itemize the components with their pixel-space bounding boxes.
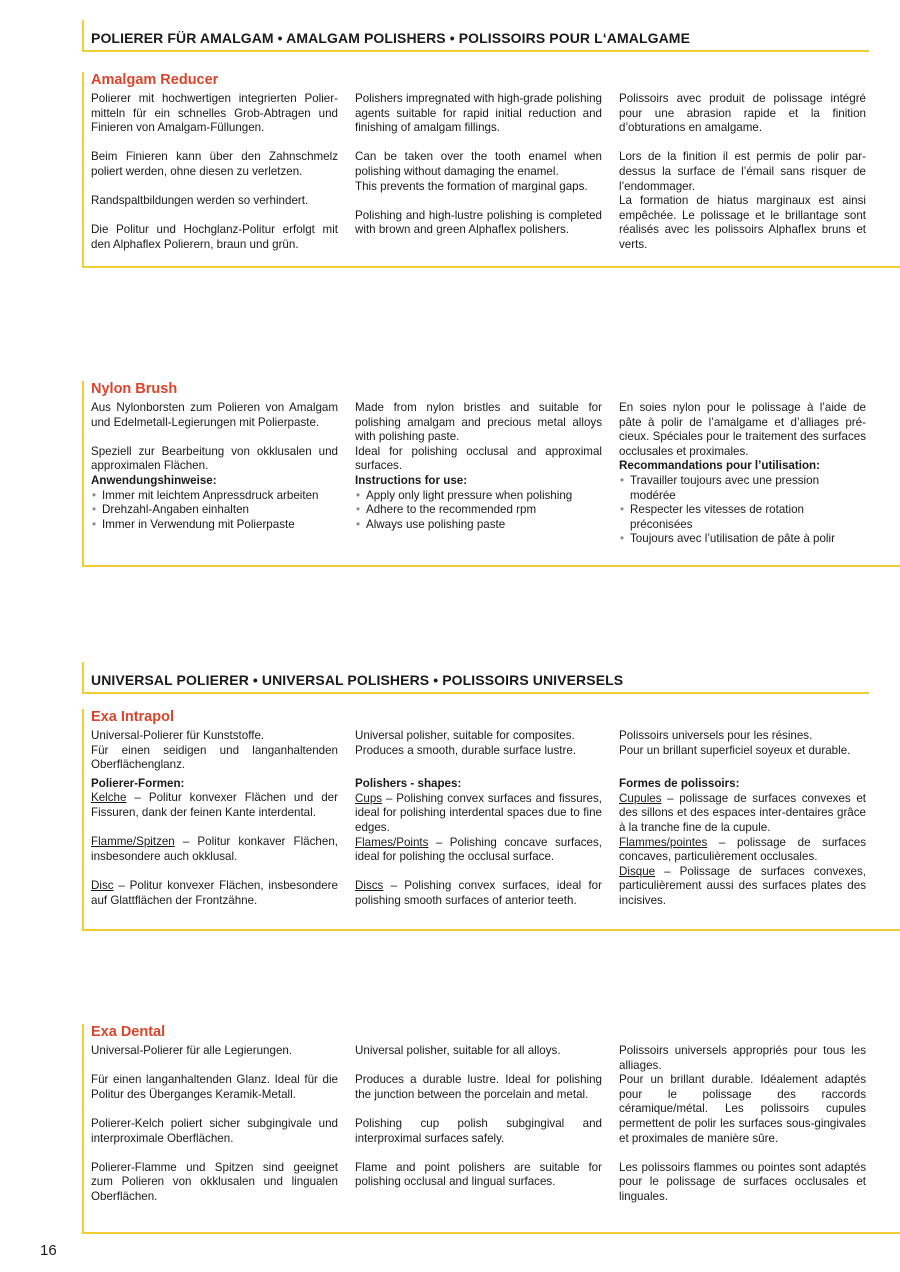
section-header-universal [82,662,869,694]
shape-entry [355,836,602,865]
paragraph: Made from nylon bristles and suitable for polishing amalgam and precious metal alloys with polishing paste. [355,401,602,444]
product-title: Exa Intrapol [91,709,174,725]
shape-text: – Polishing convex surfaces, ideal for polishing smooth surfaces of anterior teeth. [355,879,602,907]
paragraph: Polishers impregnated with high-grade polishing agents suitable for rapid initial reduction and finishing of amalgam fillings. [355,92,602,135]
paragraph: Polishing cup polish subgingival and interproximal surfaces safely. [355,1116,602,1145]
shape-term: Flamme/Spitzen [91,835,175,849]
shape-term: Disc [91,878,114,892]
paragraph: Polierer-Flamme und Spitzen sind geeignet zum Polieren von okklusalen und lingualen Oberflächen. [91,1160,338,1203]
paragraph: Beim Finieren kann über den Zahnschmelz poliert werden, ohne diesen zu verletzen. [91,150,338,178]
list-item: • Always use polishing paste [355,518,602,533]
paragraph: Für einen seidigen und langanhaltenden Oberflächenglanz. [91,743,338,772]
shape-text: – Politur konkaver Flächen, insbesondere auch okklusal. [91,835,338,863]
shape-term: Disque [619,864,656,878]
shape-text: – polissage de surfaces concaves, particulièrement occlusales. [619,835,866,864]
product-amalgam-reducer [82,72,900,268]
shape-entry [355,879,602,908]
paragraph: Universal polisher, suitable for composites. [355,729,575,742]
column-french [619,92,866,267]
paragraph: Flame and point polishers are suitable for polishing occlusal and lingual surfaces. [355,1160,602,1189]
paragraph: This prevents the formation of marginal gaps. [355,179,588,193]
shape-entry [91,791,338,820]
list-item: • Apply only light pressure when polishing [355,489,602,504]
shape-text: – Politur konvexer Flächen und der Fissuren, dank der feinen Kante interdental. [91,791,338,819]
column-german [91,729,338,923]
paragraph: Polierer mit hochwertigen integrierten Poliermitteln für ein schnelles Grob-Abtragen und Finieren von Amalgam-Füllungen. [91,92,338,135]
paragraph: Lors de la finition il est permis de polir pardessus la surface de l’émail sans risquer de l’endommager. [619,150,866,193]
list-item: • Adhere to the recommended rpm [355,503,602,518]
paragraph: Universal polisher, suitable for all alloys. [355,1044,561,1057]
shape-text: – Polishing convex surfaces and fissures, ideal for polishing interdental spaces due to fine edges. [355,791,602,834]
column-french [619,729,866,909]
column-french [619,401,866,547]
paragraph: Pour un brillant durable. Idéalement adaptés pour le polissage des raccords céramique/métal. Les polissoirs cupules permettent de polir les surfaces sous-gingivales et proximales de manière sûre. [619,1073,866,1145]
list-item: • Toujours avec l’utilisation de pâte à polir [619,532,866,547]
column-german [91,1044,338,1219]
list-item: • Travailler toujours avec une pression modérée [619,474,866,503]
section-header-text: UNIVERSAL POLIERER • UNIVERSAL POLISHERS • POLISSOIRS UNIVERSELS [91,672,624,688]
product-title: Amalgam Reducer [91,72,219,88]
shape-text: – Polissage de surfaces convexes, particulièrement aussi des surfaces plates des incisives. [619,864,866,907]
list-item: • Respecter les vitesses de rotation préconisées [619,503,866,532]
column-german [91,92,338,267]
shape-term: Flames/Points [355,835,429,849]
paragraph: Speziell zur Bearbeitung von okklusalen und approximalen Flächen. [91,444,338,473]
shape-entry [619,865,866,909]
paragraph: En soies nylon pour le polissage à l’aide de pâte à polir de l’amalgame et d’alliages précieux. Spéciales pour le traitement des surfaces occlusales et proximales. [619,401,866,458]
shape-text: – polissage de surfaces convexes et des sillons et des espaces inter-dentaires grâce à la tranche fine de la cupule. [619,791,866,834]
shape-term: Cups [355,791,383,805]
paragraph: Für einen langanhaltenden Glanz. Ideal für die Politur des Überganges Keramik-Metall. [91,1073,338,1101]
shape-term: Flammes/pointes [619,835,708,849]
shape-entry [355,792,602,836]
instructions-list [91,489,338,533]
shapes-label: Formes de polissoirs: [619,777,740,791]
shape-term: Kelche [91,791,127,805]
paragraph: Randspaltbildungen werden so verhindert. [91,194,309,208]
paragraph: La formation de hiatus marginaux est ainsi empêchée. Le polissage et le brillantage sont réalisés avec les polissoirs Alphaflex bruns et verts. [619,194,866,251]
paragraph: Polissoirs universels pour les résines. [619,729,813,742]
instructions-label: Anwendungshinweise: [91,473,217,487]
shape-term: Cupules [619,791,662,805]
list-item: • Drehzahl-Angaben einhalten [91,503,338,518]
paragraph: Polishing and high-lustre polishing is completed with brown and green Alphaflex polishers. [355,208,602,237]
section-header-text: POLIERER FÜR AMALGAM • AMALGAM POLISHERS • POLISSOIRS POUR L‘AMALGAME [91,30,691,46]
product-title: Nylon Brush [91,381,178,397]
instructions-list [355,489,602,533]
paragraph: Polissoirs universels appropriés pour tous les alliages. [619,1044,866,1072]
page-number: 16 [40,1242,57,1259]
paragraph: Can be taken over the tooth enamel when polishing without damaging the enamel. [355,150,602,178]
paragraph: Produces a durable lustre. Ideal for polishing the junction between the porcelain and metal. [355,1073,602,1101]
shapes-label: Polierer-Formen: [91,776,185,790]
column-english [355,1044,602,1205]
column-english [355,401,602,532]
paragraph: Pour un brillant superficiel soyeux et durable. [619,743,851,757]
paragraph: Polierer-Kelch poliert sicher subgingivale und interproximale Oberflächen. [91,1116,338,1145]
instructions-label: Instructions for use: [355,473,468,487]
paragraph: Polissoirs avec produit de polissage intégré pour une abrasion rapide et la finition d’obturations en amalgame. [619,92,866,135]
shape-text: – Politur konvexer Flächen, insbesondere auf Glattflächen der Frontzähne. [91,878,338,907]
product-nylon-brush [82,381,900,567]
product-exa-dental [82,1024,900,1234]
shape-term: Discs [355,879,384,893]
shape-entry [91,879,338,908]
column-french [619,1044,866,1219]
paragraph: Les polissoirs flammes ou pointes sont adaptés pour le polissage de surfaces occlusales et linguales. [619,1160,866,1203]
paragraph: Die Politur und Hochglanz-Politur erfolgt mit den Alphaflex Polierern, braun und grün. [91,223,338,251]
instructions-list [619,474,866,547]
paragraph: Aus Nylonborsten zum Polieren von Amalgam und Edelmetall-Legierungen mit Polierpaste. [91,401,338,429]
paragraph: Ideal for polishing occlusal and approximal surfaces. [355,444,602,473]
paragraph: Produces a smooth, durable surface lustre. [355,743,577,757]
section-header-amalgam [82,20,869,52]
shape-entry [91,835,338,864]
product-title: Exa Dental [91,1024,166,1040]
list-item: • Immer mit leichtem Anpressdruck arbeiten [91,489,338,504]
instructions-label: Recommandations pour l’utilisation: [619,459,820,473]
paragraph: Universal-Polierer für alle Legierungen. [91,1044,293,1057]
paragraph: Universal-Polierer für Kunststoffe. [91,729,265,742]
shapes-label: Polishers - shapes: [355,777,462,791]
list-item: • Immer in Verwendung mit Polierpaste [91,518,338,533]
product-exa-intrapol [82,709,900,931]
shape-text: – Polishing concave surfaces, ideal for polishing the occlusal surface. [355,835,602,864]
column-english [355,92,602,253]
shape-entry [619,836,866,865]
column-german [91,401,338,532]
shape-entry [619,792,866,836]
column-english [355,729,602,923]
